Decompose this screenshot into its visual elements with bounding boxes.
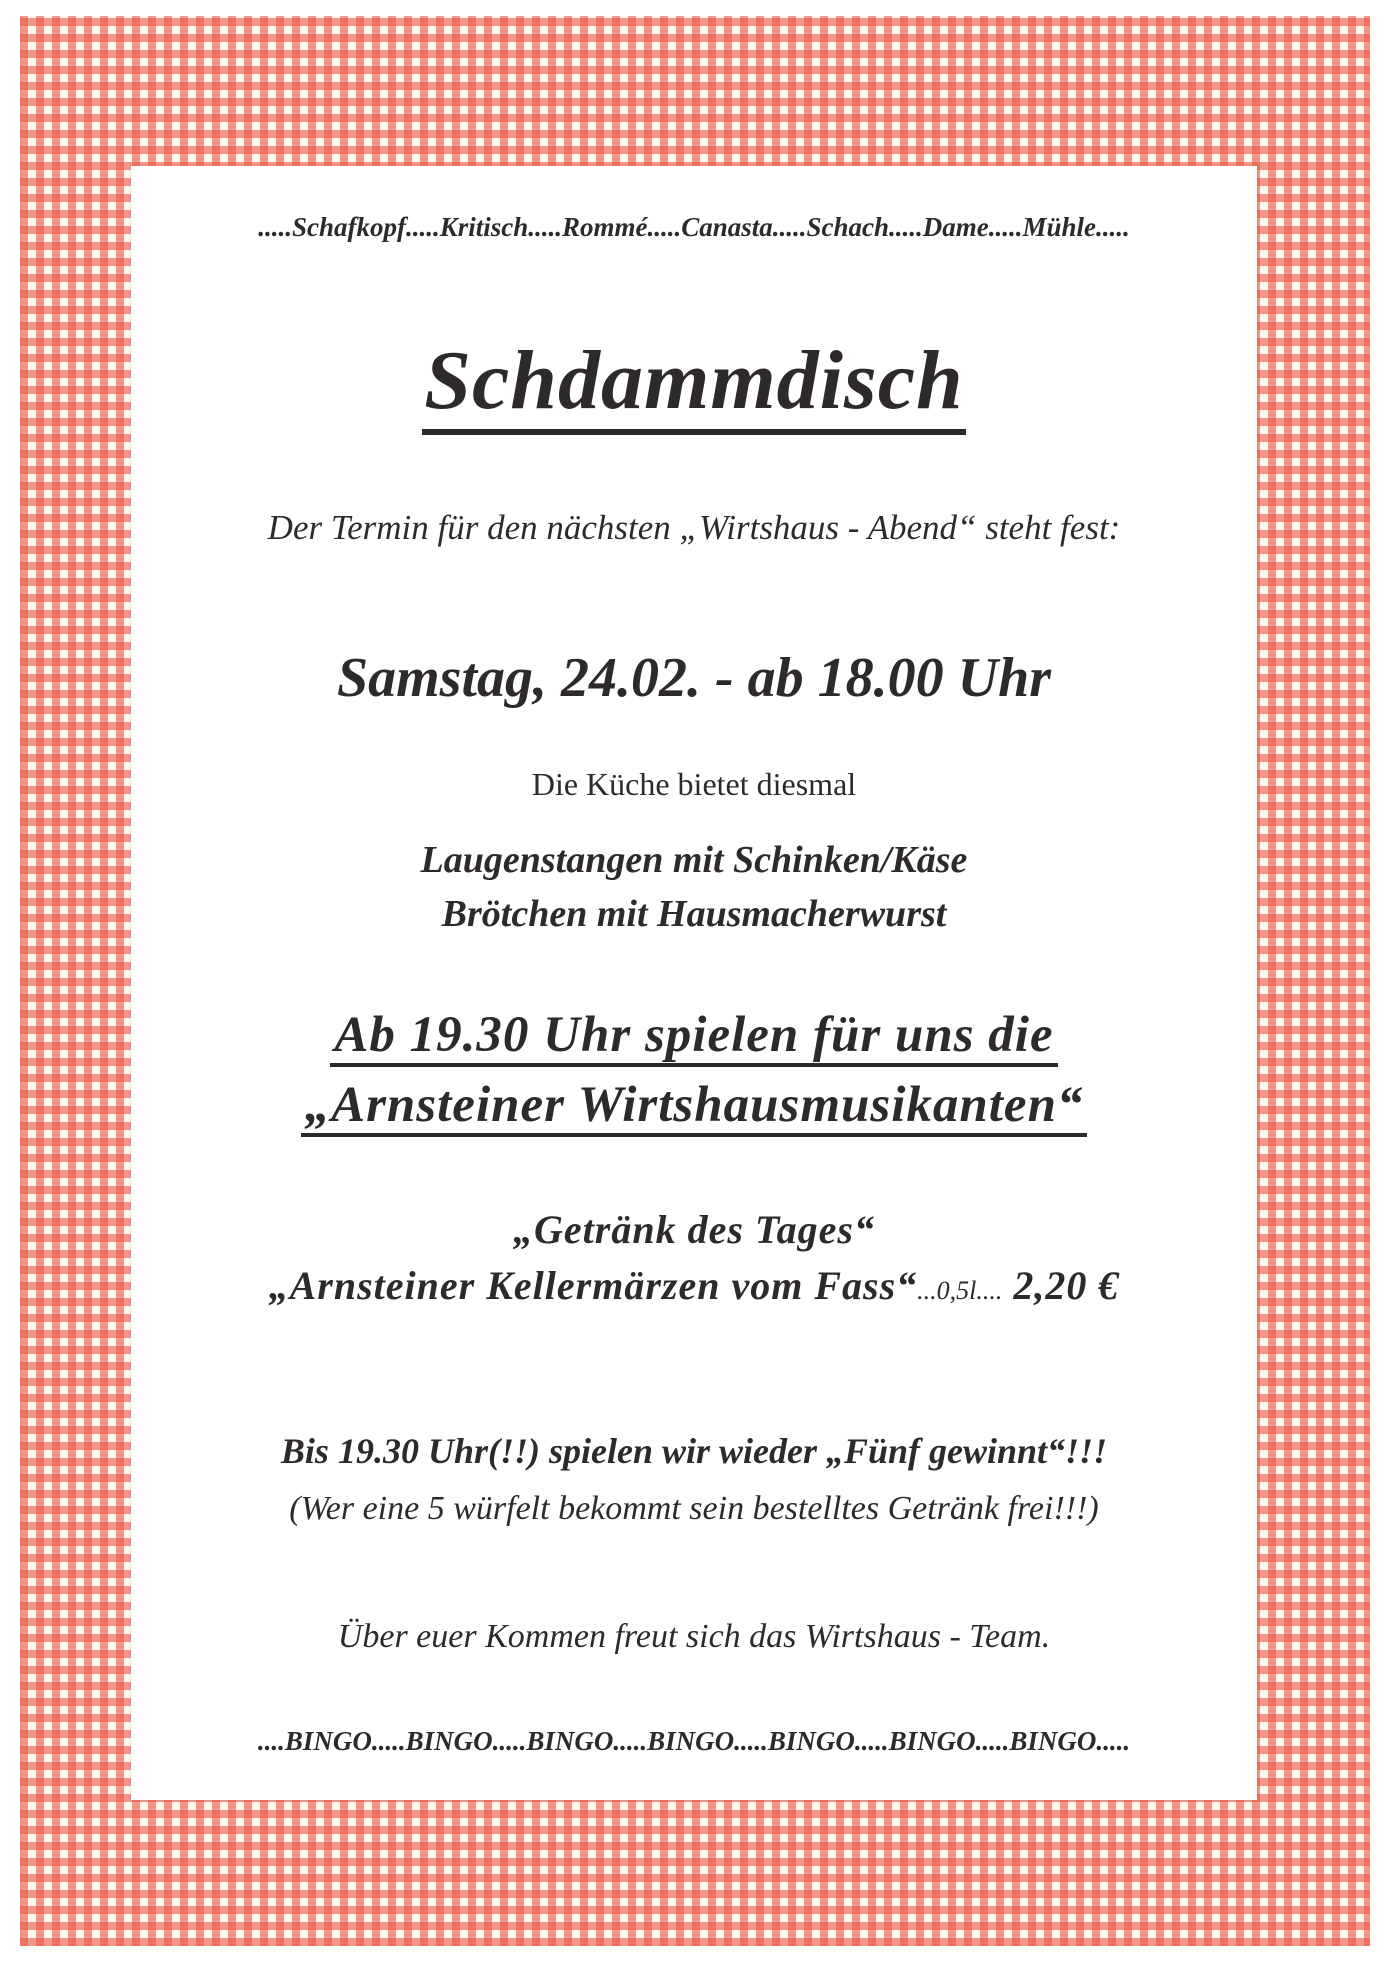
music-text: Ab 19.30 Uhr spielen für uns die: [330, 1007, 1057, 1067]
music-text: „Arnsteiner Wirtshausmusikanten“: [301, 1077, 1088, 1137]
drink-heading: „Getränk des Tages“: [513, 1207, 875, 1252]
games-line: .....Schafkopf.....Kritisch.....Rommé.....Canasta.....Schach.....Dame.....Mühle.....: [258, 212, 1130, 242]
title-text: Schdammdisch: [422, 334, 965, 435]
music-line: [131, 1006, 1257, 1064]
dish-item: Brötchen mit Hausmacherwurst: [441, 893, 947, 935]
drink-line: [131, 1262, 1257, 1309]
closing-text: Über euer Kommen freut sich das Wirtshaus - Team.: [337, 1618, 1051, 1655]
drink-price: 2,20 €: [1002, 1263, 1120, 1308]
event-date: Samstag, 24.02. - ab 18.00 Uhr: [336, 647, 1052, 709]
music-line: [131, 1076, 1257, 1134]
game-note: (Wer eine 5 würfelt bekommt sein bestelltes Getränk frei!!!): [289, 1490, 1099, 1527]
flyer-card: [131, 166, 1257, 1800]
drink-size: ...0,5l....: [917, 1276, 1003, 1305]
intro-text: Der Termin für den nächsten „Wirtshaus - Abend“ steht fest:: [267, 508, 1121, 547]
kitchen-text: Die Küche bietet diesmal: [531, 766, 857, 802]
game-headline: Bis 19.30 Uhr(!!) spielen wir wieder „Fünf gewinnt“!!!: [280, 1431, 1108, 1471]
dish-item: Laugenstangen mit Schinken/Käse: [420, 839, 968, 881]
bingo-line: ....BINGO.....BINGO.....BINGO.....BINGO.....BINGO.....BINGO.....BINGO.....: [257, 1726, 1131, 1756]
page-title: [131, 332, 1257, 429]
drink-name: „Arnsteiner Kellermärzen vom Fass“: [268, 1263, 918, 1308]
